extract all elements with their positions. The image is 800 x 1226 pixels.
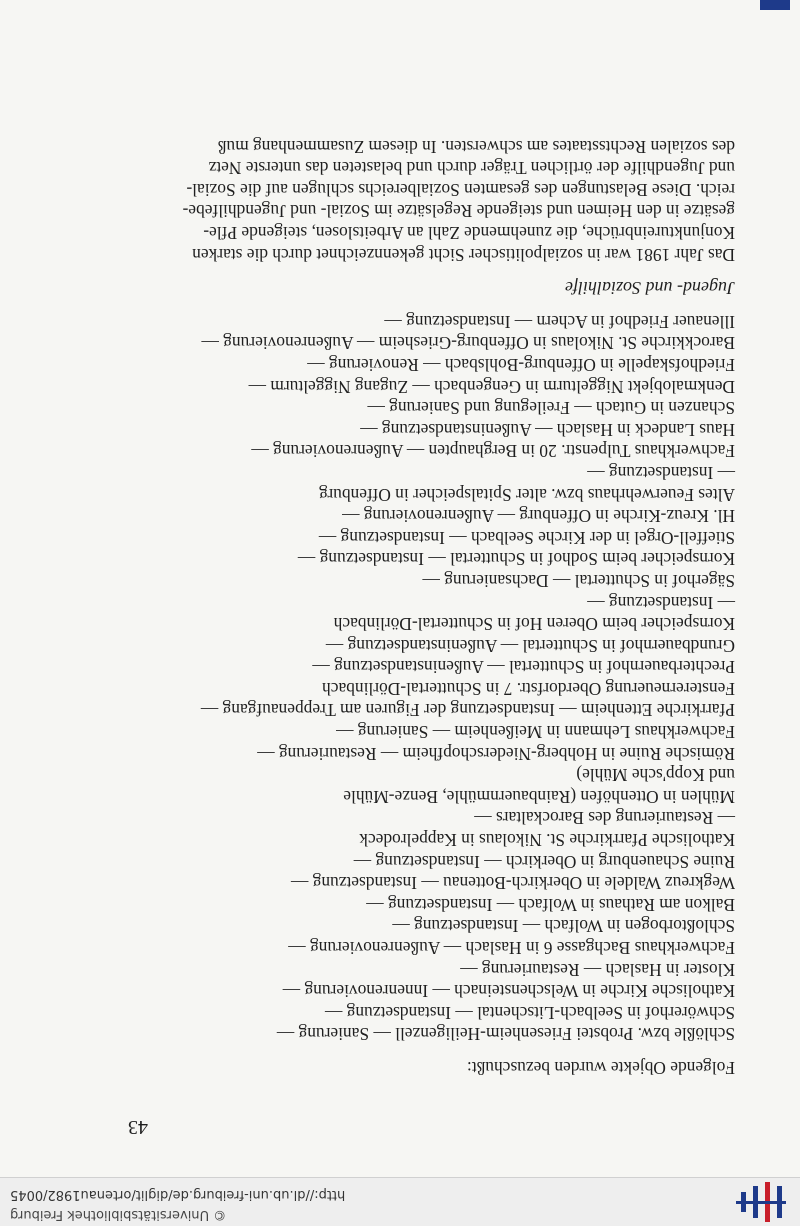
list-item: — Restaurierung des Barockaltars — [474,808,735,829]
list-item: Fachwerkhaus Lehmann in Meißenheim — Sanierung — [336,722,735,743]
document-url[interactable]: http://dl.ub.uni-freiburg.de/diglit/ortenau1982/0045 [10,1187,346,1202]
paragraph [135,135,735,265]
header-bar [0,1177,800,1226]
intro-line: Folgende Objekte wurden bezuschußt: [466,1058,735,1078]
list-item: Römische Ruine in Hohberg-Niederschopfheim — Restaurierung — [257,743,735,764]
list-item: Ruine Schauenburg in Oberkirch — Instandsetzung — [353,851,735,872]
paragraph-line: und Jugendhilfe der örtlichen Träger durch und belasteten das unterste Netz [208,158,735,179]
list-item: Prechterbauernhof in Schuttertal — Außeninstandsetzung — [312,657,735,678]
list-item: Hl. Kreuz-Kirche in Offenburg — Außenrenovierung — [342,506,735,527]
paragraph-line: Konjunktureinbrüche, die zunehmende Zahl an Arbeitslosen, steigende Pfle- [203,223,735,244]
section-heading: Jugend- und Sozialhilfe [565,278,735,299]
list-item: — Instandsetzung — [587,462,735,483]
list-item: Mühlen in Ottenhöfen (Rainbauernmühle, Benze-Mühle [343,786,735,807]
list-item: Katholische Pfarrkirche St. Nikolaus in Kappelrodeck [359,830,735,851]
list-item: — Instandsetzung — [587,592,735,613]
list-item: Haus Landeck in Haslach — Außeninstandsetzung — [360,419,735,440]
paragraph-line: reich. Diese Belastungen des gesamten Sozialbereichs schlugen auf die Sozial- [186,179,735,200]
list-item: Balkon am Rathaus in Wolfach — Instandsetzung — [366,894,735,915]
list-item: Stieffell-Orgel in der Kirche Seelbach — Instandsetzung — [318,527,735,548]
list-item: Altes Feuerwehrhaus bzw. alter Spitalspeicher in Offenburg [319,484,735,505]
list-item: Grundbauernhof in Schuttertal — Außeninstandsetzung — [325,635,735,656]
ub-freiburg-logo-icon [730,1178,790,1226]
copyright-notice: © Universitätsbibliothek Freiburg [10,1207,227,1222]
object-list [135,310,735,1044]
body-text [135,135,735,1078]
list-item: Sägerhof in Schuttertal — Dachsanierung — [422,570,735,591]
paragraph-line: des sozialen Rechtsstaates am schwersten. In diesem Zusammenhang muß [217,136,735,157]
list-item: Schanzen in Gutach — Freilegung und Sanierung — [367,398,735,419]
list-item: Barockkirche St. Nikolaus in Offenburg-Griesheim — Außenrenovierung — [201,333,735,354]
list-item: Pfarrkirche Ettenheim — Instandsetzung der Figuren am Treppenaufgang — [200,700,735,721]
paragraph-line: Das Jahr 1981 war in sozialpolitischer Sicht gekennzeichnet durch die starken [192,244,735,265]
list-item: Illenauer Friedhof in Achern — Instandsetzung — [384,311,735,332]
list-item: Fachwerkhaus Bachgasse 6 in Haslach — Außenrenovierung — [288,938,735,959]
list-item: Denkmalobjekt Niggelturm in Gengenbach — Zugang Niggelturm — [248,376,735,397]
paragraph-line: gesätze in den Heimen und steigende Regelsätze im Sozial- und Jugendhilfebe- [182,201,735,222]
list-item: Schlößle bzw. Probstei Friesenheim-Heiligenzell — Sanierung — [276,1024,735,1045]
list-item: Schloßtorbogen in Wolfach — Instandsetzung — [392,916,735,937]
list-item: Wegkreuz Waldele in Oberkirch-Bottenau — Instandsetzung — [290,873,735,894]
list-item: und Kopp'sche Mühle) [576,765,735,786]
list-item: Kornspeicher beim Sodhof in Schuttertal — Instandsetzung — [297,549,735,570]
list-item: Friedhofskapelle in Offenburg-Bohlsbach — Renovierung — [307,355,735,375]
footer-mark [760,0,790,10]
list-item: Kornspeicher beim Oberen Hof in Schuttertal-Dörlinbach [333,614,735,635]
list-item: Kloster in Haslach — Restaurierung — [460,959,735,980]
list-item: Fenstererneuerung Oberdorfstr. 7 in Schuttertal-Dörlinbach [322,678,735,699]
list-item: Schwörerhof in Seelbach-Litschental — Instandsetzung — [324,1002,735,1023]
list-item: Fachwerkhaus Tulpenstr. 20 in Berghaupten — Außenrenovierung — [251,441,735,462]
list-item: Katholische Kirche in Welschensteinach — Innenrenovierung — [282,981,735,1002]
page-number: 43 [128,1116,148,1138]
